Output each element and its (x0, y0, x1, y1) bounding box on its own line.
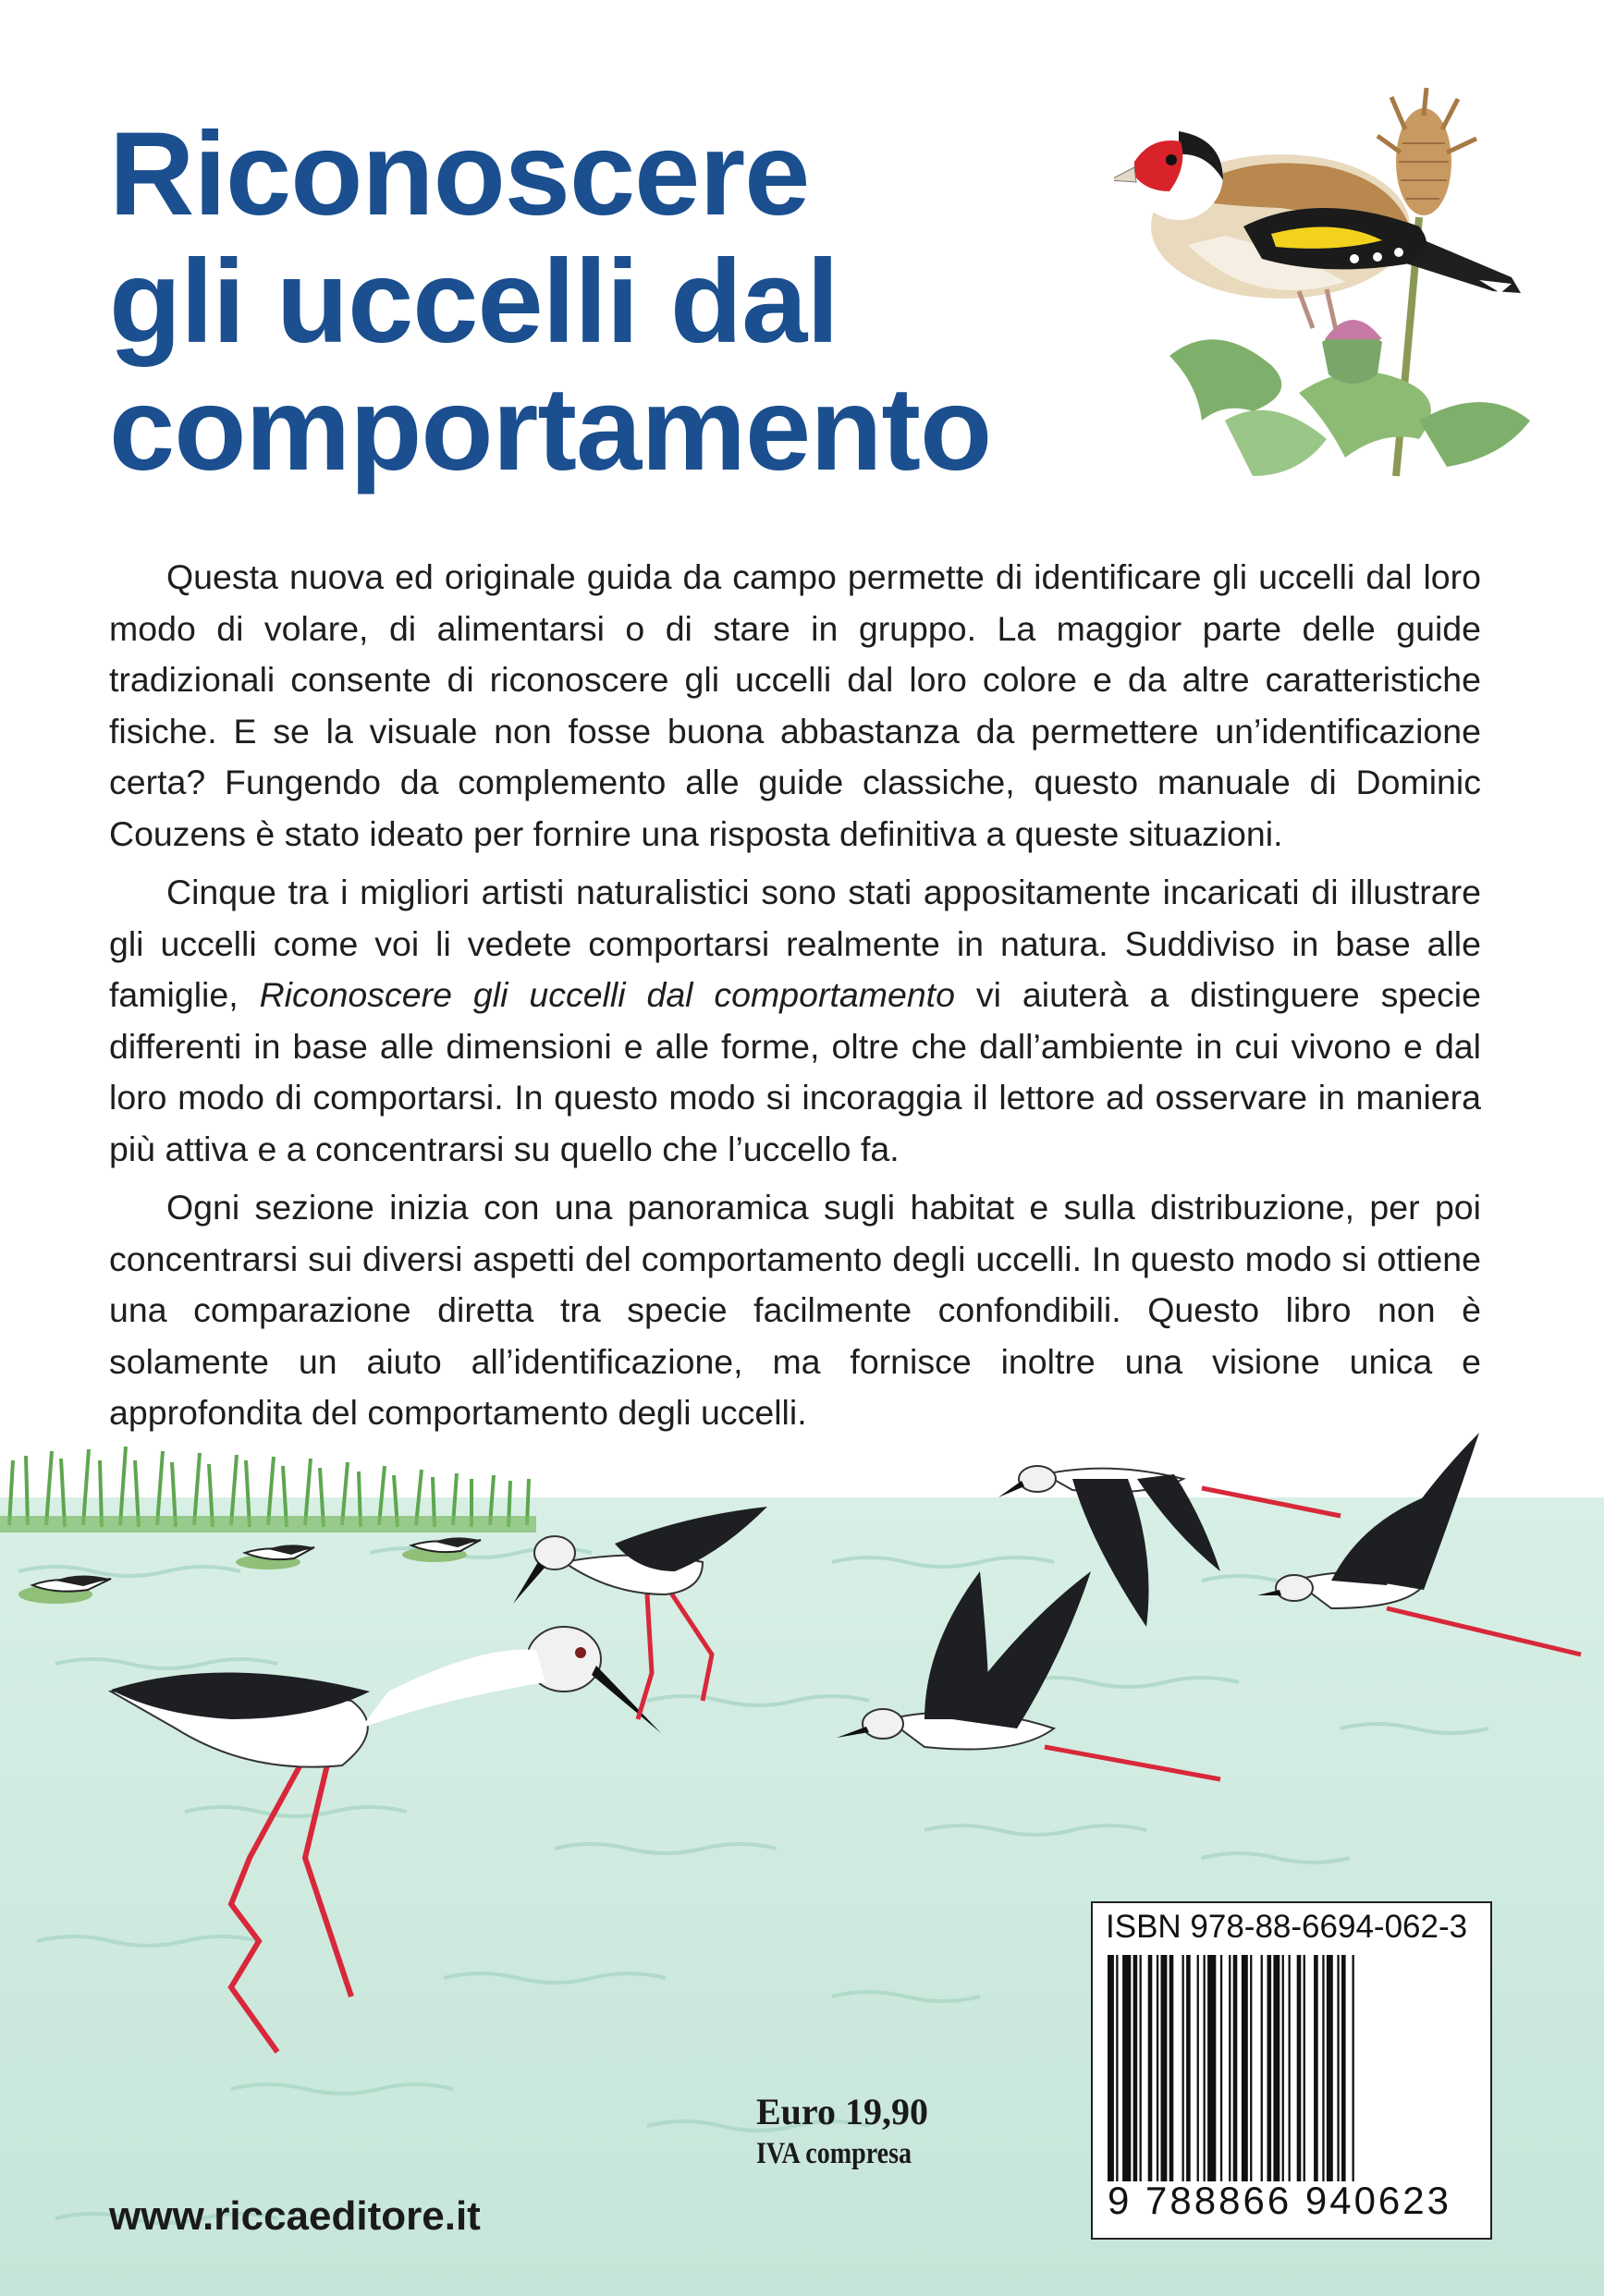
price-block (756, 2091, 941, 2174)
description-text (109, 552, 1481, 1447)
barcode-bar (1161, 1955, 1168, 2181)
barcode-bar (1116, 1955, 1118, 2181)
barcode-bar (1304, 1955, 1305, 2181)
goldfinch-illustration (1114, 88, 1539, 495)
isbn-label: ISBN 978-88-6694-062-3 (1106, 1909, 1468, 1945)
barcode-bar (1229, 1955, 1231, 2181)
barcode-bar (1314, 1955, 1318, 2181)
barcode-bar (1148, 1955, 1153, 2181)
barcode-bar (1273, 1955, 1280, 2181)
barcode-bar (1207, 1955, 1216, 2181)
barcode-bar (1108, 1955, 1114, 2181)
description-p2-start: Cinque tra i migliori artisti naturalistici sono stati appositamente incaricati di illustrare gli uccelli come voi li vedete comportarsi realmente in natura. Suddiviso in base alle famiglie, (109, 873, 1481, 1014)
publisher-website[interactable]: www.riccaeditore.it (109, 2193, 481, 2239)
barcode-bar (1182, 1955, 1184, 2181)
title-line-2: gli uccelli dal (109, 236, 839, 368)
barcode-icon (1104, 1955, 1479, 2181)
barcode-bar (1289, 1955, 1291, 2181)
book-title (109, 108, 992, 495)
description-paragraph-3: Ogni sezione inizia con una panoramica sugli habitat e sulla distribuzione, per poi concentrarsi sui diversi aspetti del comportamento degli uccelli. In questo modo si ottiene una comparazione diretta tra specie facilmente confondibili. Questo libro non è solamente un aiuto all’identificazione, ma fornisce inoltre una visione unica e approfondita del comportamento degli uccelli. (109, 1188, 1481, 1432)
barcode-bar (1261, 1955, 1263, 2181)
barcode-bar (1267, 1955, 1272, 2181)
barcode-bar (1341, 1955, 1346, 2181)
barcode-bar (1133, 1955, 1138, 2181)
barcode-bar (1204, 1955, 1206, 2181)
barcode-bar (1220, 1955, 1222, 2181)
barcode-bar (1186, 1955, 1191, 2181)
barcode-bar (1250, 1955, 1252, 2181)
description-p2-book-title: Riconoscere gli uccelli dal comportamento (259, 975, 955, 1014)
barcode-bar (1327, 1955, 1333, 2181)
barcode-bar (1337, 1955, 1339, 2181)
vat-note: IVA compresa (756, 2137, 912, 2170)
barcode-bar (1297, 1955, 1302, 2181)
barcode-bar (1233, 1955, 1238, 2181)
barcode-bar (1197, 1955, 1199, 2181)
barcode-bar (1122, 1955, 1131, 2181)
description-paragraph-1: Questa nuova ed originale guida da campo permette di identificare gli uccelli dal loro modo di volare, di alimentarsi o di stare in gruppo. La maggior parte delle guide tradizionali consente di riconoscere gli uccelli dal loro colore e da altre caratteristiche fisiche. E se la visuale non fosse buona abbastanza da permettere un’identificazione certa? Fungendo da complemento alle guide classiche, questo manuale di Dominic Couzens è stato ideato per fornire una risposta definitiva a queste situazioni. (109, 557, 1481, 853)
barcode-bar (1353, 1955, 1354, 2181)
price-amount: Euro 19,90 (756, 2091, 928, 2132)
description-p2-end: vi aiuterà a distinguere specie differenti in base alle dimensioni e alle forme, oltre che dall’ambiente in cui vivono e dal loro modo di comportarsi. In questo modo si incoraggia il lettore ad osservare in maniera più attiva e a concentrarsi su quello che l’uccello fa. (109, 975, 1481, 1168)
barcode-bar (1140, 1955, 1142, 2181)
barcode-bar (1282, 1955, 1284, 2181)
barcode-bar (1157, 1955, 1158, 2181)
barcode-bar (1322, 1955, 1324, 2181)
description-paragraph-2 (109, 867, 1481, 1175)
barcode-bar (1242, 1955, 1248, 2181)
barcode-box (1091, 1901, 1492, 2240)
title-line-1: Riconoscere (109, 108, 810, 240)
barcode-bar (1169, 1955, 1174, 2181)
isbn-digits: 9 788866 940623 (1108, 2179, 1451, 2222)
title-line-3: comportamento (109, 363, 992, 495)
